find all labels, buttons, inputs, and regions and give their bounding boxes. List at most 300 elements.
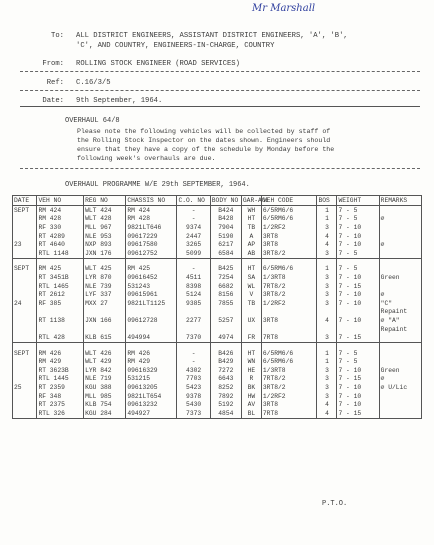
- cell-reg: LYF 337: [84, 290, 126, 299]
- cell-code: 6/5RM6/6: [261, 358, 317, 367]
- cell-reg: KLB 754: [84, 400, 126, 409]
- cell-co: 2277: [177, 316, 210, 325]
- cell-body: 6217: [210, 240, 241, 249]
- cell-reg: LYR 842: [84, 366, 126, 375]
- cell-body: 5192: [210, 400, 241, 409]
- col-header-veh-no: VEH NO: [37, 196, 84, 206]
- cell-reg: LYR 870: [84, 273, 126, 282]
- cell-bos: 3: [317, 273, 337, 282]
- cell-remarks: [379, 249, 421, 258]
- table-row: [13, 333, 422, 342]
- cell-code: 6/5RM6/6: [261, 265, 317, 274]
- cell-reg: MXX 27: [84, 299, 126, 308]
- cell-code: 1/2RF2: [261, 299, 317, 308]
- cell-gar: R: [241, 375, 261, 384]
- cell-code: 6/5RM6/6: [261, 349, 317, 358]
- table-row: [13, 409, 422, 418]
- cell-code: 1/2RF2: [261, 223, 317, 232]
- cell-gar: A: [241, 232, 261, 241]
- cell-chassis: 09615961: [126, 290, 177, 299]
- cell-date: [13, 308, 37, 317]
- cell-veh: RT 2359: [37, 383, 84, 392]
- cell-body: 5190: [210, 232, 241, 241]
- cell-co: 7370: [177, 333, 210, 342]
- cell-code: 3RT8: [261, 232, 317, 241]
- cell-reg: NLE 719: [84, 375, 126, 384]
- cell-weight: 7 - 10: [337, 392, 379, 401]
- cell-remarks: [379, 392, 421, 401]
- table-row: [13, 316, 422, 325]
- cell-veh: RTL 1445: [37, 375, 84, 384]
- table-row: [13, 240, 422, 249]
- cell-code: 3RT8/2: [261, 290, 317, 299]
- divider: [20, 106, 420, 107]
- cell-body: 7904: [210, 223, 241, 232]
- cell-bos: 3: [317, 249, 337, 258]
- overhaul-heading: OVERHAUL 64/8: [65, 117, 120, 125]
- cell-co: 9385: [177, 299, 210, 308]
- cell-co: 5430: [177, 400, 210, 409]
- cell-veh: [37, 325, 84, 334]
- cell-co: 9374: [177, 223, 210, 232]
- cell-co: 5099: [177, 249, 210, 258]
- cell-remarks: ∅: [379, 240, 421, 249]
- cell-bos: 3: [317, 333, 337, 342]
- cell-co: 3265: [177, 240, 210, 249]
- cell-date: 24: [13, 299, 37, 308]
- cell-remarks: [379, 400, 421, 409]
- cell-weight: 7 - 5: [337, 249, 379, 258]
- cell-gar: WN: [241, 358, 261, 367]
- cell-veh: RT 2612: [37, 290, 84, 299]
- table-row: [13, 375, 422, 384]
- table-row: [13, 400, 422, 409]
- cell-code: 1/2RF2: [261, 392, 317, 401]
- cell-body: 4974: [210, 333, 241, 342]
- cell-co: 4511: [177, 273, 210, 282]
- cell-weight: 7 - 10: [337, 240, 379, 249]
- cell-bos: 3: [317, 282, 337, 291]
- cell-weight: 7 - 10: [337, 366, 379, 375]
- cell-code: 3RT8: [261, 240, 317, 249]
- cell-weight: 7 - 10: [337, 223, 379, 232]
- table-row: [13, 299, 422, 308]
- cell-chassis: 9821LT646: [126, 223, 177, 232]
- cell-body: 7272: [210, 366, 241, 375]
- cell-weight: 7 - 15: [337, 333, 379, 342]
- date-label: Date:: [42, 97, 64, 105]
- cell-date: [13, 333, 37, 342]
- cell-chassis: [126, 308, 177, 317]
- cell-reg: KGU 284: [84, 409, 126, 418]
- cell-reg: WLT 426: [84, 349, 126, 358]
- cell-chassis: 494994: [126, 333, 177, 342]
- table-row: [13, 308, 422, 317]
- cell-date: [13, 366, 37, 375]
- cell-date: SEPT: [13, 265, 37, 274]
- cell-reg: NXP 893: [84, 240, 126, 249]
- cell-weight: 7 - 5: [337, 265, 379, 274]
- cell-veh: RM 424: [37, 206, 84, 215]
- col-header-date: DATE: [13, 196, 37, 206]
- cell-reg: [84, 325, 126, 334]
- cell-date: [13, 215, 37, 224]
- from-label: From:: [42, 60, 64, 68]
- cell-body: 4854: [210, 409, 241, 418]
- cell-chassis: 09613205: [126, 383, 177, 392]
- cell-gar: UX: [241, 316, 261, 325]
- cell-code: [261, 308, 317, 317]
- cell-gar: HE: [241, 366, 261, 375]
- cell-remarks: [379, 409, 421, 418]
- cell-remarks: [379, 265, 421, 274]
- cell-reg: WLT 425: [84, 265, 126, 274]
- cell-chassis: RM 428: [126, 215, 177, 224]
- cell-bos: 3: [317, 392, 337, 401]
- cell-remarks: [379, 358, 421, 367]
- cell-veh: RTL 326: [37, 409, 84, 418]
- cell-veh: RT 1138: [37, 316, 84, 325]
- cell-bos: 4: [317, 240, 337, 249]
- table-row: [13, 223, 422, 232]
- cell-weight: 7 - 10: [337, 383, 379, 392]
- cell-veh: RT 3623B: [37, 366, 84, 375]
- cell-weight: 7 - 10: [337, 299, 379, 308]
- cell-co: 5124: [177, 290, 210, 299]
- handwritten-annotation: Mr Marshall: [252, 3, 316, 14]
- overhaul-programme-table: [12, 195, 422, 419]
- col-header-bos: BOS: [317, 196, 337, 206]
- cell-co: [177, 325, 210, 334]
- ref-value: C.16/3/5: [76, 79, 111, 87]
- cell-co: -: [177, 358, 210, 367]
- divider: [20, 168, 420, 169]
- cell-weight: 7 - 5: [337, 358, 379, 367]
- cell-reg: JXN 166: [84, 316, 126, 325]
- cell-veh: RF 385: [37, 299, 84, 308]
- cell-reg: MLL 985: [84, 392, 126, 401]
- cell-code: [261, 325, 317, 334]
- cell-body: [210, 308, 241, 317]
- cell-bos: 3: [317, 299, 337, 308]
- note-line-4: following week's overhauls are due.: [77, 155, 216, 162]
- cell-chassis: 09612728: [126, 316, 177, 325]
- table-row: [13, 206, 422, 215]
- cell-remarks: [379, 206, 421, 215]
- cell-bos: 1: [317, 215, 337, 224]
- cell-code: 3RT8: [261, 316, 317, 325]
- cell-chassis: 09616452: [126, 273, 177, 282]
- cell-gar: BK: [241, 383, 261, 392]
- cell-remarks: "C": [379, 299, 421, 308]
- cell-chassis: 09616329: [126, 366, 177, 375]
- cell-remarks: [379, 349, 421, 358]
- cell-date: [13, 232, 37, 241]
- cell-co: 5423: [177, 383, 210, 392]
- cell-weight: 7 - 10: [337, 316, 379, 325]
- cell-co: 7373: [177, 409, 210, 418]
- cell-date: [13, 392, 37, 401]
- table-row: [13, 265, 422, 274]
- cell-gar: TB: [241, 299, 261, 308]
- cell-weight: 7 - 15: [337, 409, 379, 418]
- cell-bos: 1: [317, 358, 337, 367]
- cell-veh: [37, 308, 84, 317]
- cell-date: [13, 400, 37, 409]
- cell-weight: [337, 308, 379, 317]
- cell-chassis: RM 426: [126, 349, 177, 358]
- cell-chassis: RM 425: [126, 265, 177, 274]
- cell-chassis: 531243: [126, 282, 177, 291]
- cell-veh: RM 429: [37, 358, 84, 367]
- cell-co: -: [177, 215, 210, 224]
- cell-body: B429: [210, 358, 241, 367]
- table-row: [13, 273, 422, 282]
- cell-body: B424: [210, 206, 241, 215]
- cell-weight: 7 - 10: [337, 400, 379, 409]
- cell-code: 6/5RM6/6: [261, 206, 317, 215]
- col-header-veh-code: VEH CODE: [261, 196, 317, 206]
- cell-co: [177, 308, 210, 317]
- cell-reg: KGU 388: [84, 383, 126, 392]
- cell-gar: AP: [241, 240, 261, 249]
- cell-gar: HW: [241, 392, 261, 401]
- cell-remarks: Green: [379, 273, 421, 282]
- cell-date: [13, 375, 37, 384]
- col-header-weight: WEIGHT: [337, 196, 379, 206]
- cell-veh: RT 2375: [37, 400, 84, 409]
- cell-weight: 7 - 5: [337, 349, 379, 358]
- cell-veh: RT 4640: [37, 240, 84, 249]
- cell-reg: WLT 424: [84, 206, 126, 215]
- cell-gar: [241, 308, 261, 317]
- cell-bos: 3: [317, 290, 337, 299]
- table-row: [13, 282, 422, 291]
- cell-weight: 7 - 15: [337, 282, 379, 291]
- cell-weight: 7 - 10: [337, 273, 379, 282]
- cell-chassis: [126, 325, 177, 334]
- cell-bos: 3: [317, 375, 337, 384]
- cell-gar: V: [241, 290, 261, 299]
- cell-date: 23: [13, 240, 37, 249]
- cell-body: 8156: [210, 290, 241, 299]
- cell-chassis: 09617580: [126, 240, 177, 249]
- col-header-co-no: C.O. NO: [177, 196, 210, 206]
- cell-remarks: ∅: [379, 290, 421, 299]
- cell-veh: RM 425: [37, 265, 84, 274]
- col-header-garage: GAR-AGE: [242, 197, 270, 204]
- from-value: ROLLING STOCK ENGINEER (ROAD SERVICES): [76, 60, 240, 68]
- page-footer: P.T.O.: [322, 500, 348, 508]
- to-line-2: 'C', AND COUNTRY, ENGINEERS-IN-CHARGE, COUNTRY: [76, 42, 275, 50]
- cell-chassis: 09613232: [126, 400, 177, 409]
- ref-label: Ref:: [46, 79, 64, 87]
- cell-gar: HT: [241, 265, 261, 274]
- cell-co: 9378: [177, 392, 210, 401]
- cell-code: 1/3RT8: [261, 366, 317, 375]
- cell-veh: RM 426: [37, 349, 84, 358]
- cell-gar: FR: [241, 333, 261, 342]
- cell-date: SEPT: [13, 349, 37, 358]
- cell-weight: 7 - 15: [337, 375, 379, 384]
- cell-remarks: [379, 333, 421, 342]
- cell-veh: RF 348: [37, 392, 84, 401]
- cell-bos: 1: [317, 265, 337, 274]
- cell-veh: RTL 1465: [37, 282, 84, 291]
- cell-chassis: 09617229: [126, 232, 177, 241]
- cell-weight: [337, 325, 379, 334]
- cell-veh: RM 428: [37, 215, 84, 224]
- cell-reg: [84, 308, 126, 317]
- cell-date: [13, 316, 37, 325]
- col-header-body-no: BODY NO: [210, 196, 241, 206]
- cell-body: B428: [210, 215, 241, 224]
- cell-gar: HT: [241, 349, 261, 358]
- cell-reg: WLT 428: [84, 215, 126, 224]
- table-row: [13, 232, 422, 241]
- cell-reg: KLB 615: [84, 333, 126, 342]
- cell-weight: 7 - 5: [337, 206, 379, 215]
- note-line-1: Please note the following vehicles will be collected by staff of: [77, 128, 331, 135]
- cell-body: B426: [210, 349, 241, 358]
- cell-date: [13, 290, 37, 299]
- cell-body: [210, 325, 241, 334]
- col-header-remarks: REMARKS: [379, 196, 421, 206]
- cell-bos: [317, 308, 337, 317]
- cell-bos: 4: [317, 316, 337, 325]
- table-row: [13, 325, 422, 334]
- cell-remarks: Repaint: [379, 325, 421, 334]
- cell-reg: JXN 176: [84, 249, 126, 258]
- table-row: [13, 383, 422, 392]
- cell-co: -: [177, 265, 210, 274]
- cell-chassis: 531215: [126, 375, 177, 384]
- cell-co: -: [177, 349, 210, 358]
- col-header-chassis-no: CHASSIS NO: [126, 196, 177, 206]
- cell-remarks: [379, 232, 421, 241]
- cell-bos: 4: [317, 400, 337, 409]
- table-row: [13, 290, 422, 299]
- cell-code: 3RT8: [261, 400, 317, 409]
- table-row: [13, 349, 422, 358]
- cell-veh: RF 330: [37, 223, 84, 232]
- cell-veh: RTL 1148: [37, 249, 84, 258]
- cell-remarks: ∅ "A": [379, 316, 421, 325]
- cell-co: 8398: [177, 282, 210, 291]
- cell-date: [13, 409, 37, 418]
- programme-title: OVERHAUL PROGRAMME W/E 29th SEPTEMBER, 1964.: [65, 181, 250, 189]
- cell-date: [13, 325, 37, 334]
- cell-body: 5257: [210, 316, 241, 325]
- cell-remarks: Repaint: [379, 308, 421, 317]
- cell-body: 6584: [210, 249, 241, 258]
- cell-remarks: [379, 223, 421, 232]
- cell-code: 7RT8/2: [261, 375, 317, 384]
- divider: [20, 90, 420, 91]
- cell-co: 2447: [177, 232, 210, 241]
- cell-gar: [241, 325, 261, 334]
- note-line-2: the Rolling Stock Inspector on the dates shown. Engineers should: [77, 137, 331, 144]
- col-header-reg-no: REG NO: [84, 196, 126, 206]
- cell-body: 7254: [210, 273, 241, 282]
- cell-date: [13, 223, 37, 232]
- cell-remarks: ∅: [379, 215, 421, 224]
- cell-bos: 4: [317, 232, 337, 241]
- table-row: [13, 215, 422, 224]
- cell-veh: RT 4289: [37, 232, 84, 241]
- cell-weight: 7 - 10: [337, 232, 379, 241]
- cell-bos: 3: [317, 383, 337, 392]
- cell-chassis: RM 429: [126, 358, 177, 367]
- cell-chassis: 494927: [126, 409, 177, 418]
- cell-date: [13, 273, 37, 282]
- to-label: To:: [51, 32, 64, 40]
- cell-gar: TB: [241, 223, 261, 232]
- cell-body: 7855: [210, 299, 241, 308]
- cell-remarks: [379, 282, 421, 291]
- cell-code: 7RT8/2: [261, 282, 317, 291]
- cell-gar: AB: [241, 249, 261, 258]
- cell-body: 7892: [210, 392, 241, 401]
- cell-veh: RT 3451B: [37, 273, 84, 282]
- cell-weight: 7 - 10: [337, 290, 379, 299]
- cell-co: -: [177, 206, 210, 215]
- cell-chassis: 9821LT654: [126, 392, 177, 401]
- cell-body: 6682: [210, 282, 241, 291]
- cell-code: 7RT8: [261, 333, 317, 342]
- cell-gar: WH: [241, 206, 261, 215]
- table-header-row: [13, 196, 422, 206]
- cell-bos: [317, 325, 337, 334]
- cell-date: [13, 282, 37, 291]
- cell-gar: SA: [241, 273, 261, 282]
- table-row: [13, 392, 422, 401]
- cell-date: [13, 249, 37, 258]
- cell-code: 3RT8/2: [261, 249, 317, 258]
- cell-bos: 3: [317, 223, 337, 232]
- cell-body: 6643: [210, 375, 241, 384]
- cell-reg: NLE 739: [84, 282, 126, 291]
- cell-code: 6/5RM6/6: [261, 215, 317, 224]
- cell-gar: BL: [241, 409, 261, 418]
- cell-code: 3RT8/2: [261, 383, 317, 392]
- cell-co: 7703: [177, 375, 210, 384]
- cell-veh: RTL 428: [37, 333, 84, 342]
- to-line-1: ALL DISTRICT ENGINEERS, ASSISTANT DISTRICT ENGINEERS, 'A', 'B',: [76, 32, 348, 40]
- cell-reg: NLE 953: [84, 232, 126, 241]
- date-value: 9th September, 1964.: [76, 97, 163, 105]
- cell-body: B425: [210, 265, 241, 274]
- cell-bos: 1: [317, 206, 337, 215]
- cell-date: 25: [13, 383, 37, 392]
- divider: [20, 71, 420, 72]
- cell-gar: WL: [241, 282, 261, 291]
- table-row: [13, 358, 422, 367]
- cell-gar: HT: [241, 215, 261, 224]
- cell-remarks: ∅ U/Lic: [379, 383, 421, 392]
- cell-gar: AV: [241, 400, 261, 409]
- note-line-3: ensure that they have a copy of the schedule by Monday before the: [77, 146, 335, 153]
- cell-date: [13, 358, 37, 367]
- cell-body: 8252: [210, 383, 241, 392]
- cell-reg: MLL 967: [84, 223, 126, 232]
- cell-remarks: Green: [379, 366, 421, 375]
- cell-code: 7RT8: [261, 409, 317, 418]
- cell-bos: 3: [317, 366, 337, 375]
- cell-reg: WLT 429: [84, 358, 126, 367]
- cell-chassis: 9821LT1125: [126, 299, 177, 308]
- cell-remarks: ∅: [379, 375, 421, 384]
